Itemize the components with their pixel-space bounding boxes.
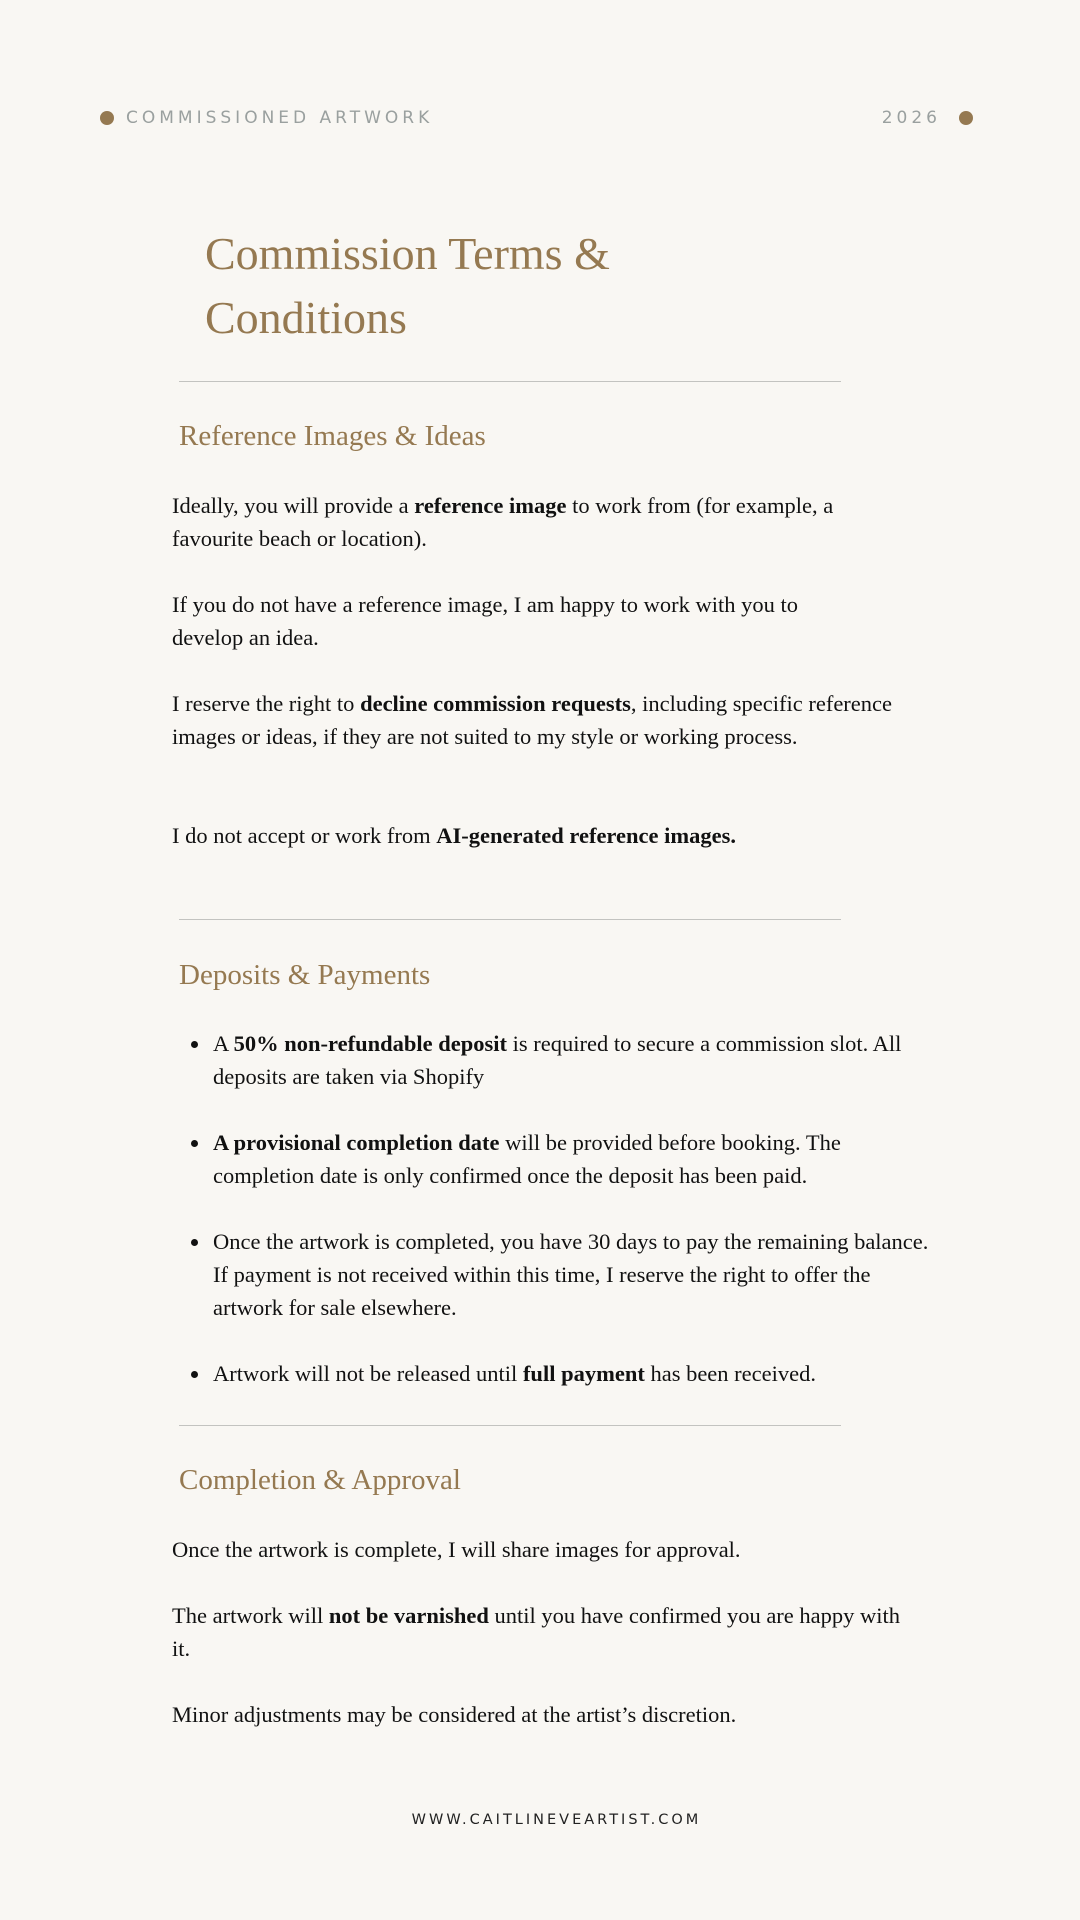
section-heading-completion: Completion & Approval bbox=[179, 1464, 461, 1496]
header-label: COMMISSIONED ARTWORK bbox=[126, 108, 434, 128]
bullet-dot-icon bbox=[100, 111, 114, 125]
header-year: 2026 bbox=[881, 108, 941, 128]
list-item: A 50% non-refundable deposit is required to secure a commission slot. All deposits are taken via Shopify bbox=[172, 1027, 972, 1093]
divider bbox=[179, 919, 841, 920]
page-title: Commission Terms & Conditions bbox=[205, 228, 610, 343]
footer-website: WWW.CAITLINEVEARTIST.COM bbox=[411, 1812, 702, 1828]
bullet-dot-icon bbox=[959, 111, 973, 125]
divider bbox=[179, 381, 841, 382]
completion-paragraph-1: Once the artwork is complete, I will share images for approval. bbox=[172, 1537, 741, 1562]
header-bar bbox=[100, 106, 973, 130]
reference-paragraph-4: I do not accept or work from AI-generated reference images. bbox=[172, 823, 736, 848]
list-item: Artwork will not be released until full payment has been received. bbox=[172, 1357, 972, 1390]
reference-paragraph-3: I reserve the right to decline commission requests, including specific reference images or ideas, if they are not suited to my style or working process. bbox=[172, 691, 893, 749]
list-item: Once the artwork is completed, you have 30 days to pay the remaining balance. If payment is not received within this time, I reserve the right to offer the artwork for sale elsewhere. bbox=[172, 1225, 943, 1324]
section-heading-reference: Reference Images & Ideas bbox=[179, 420, 486, 452]
completion-paragraph-3: Minor adjustments may be considered at the artist’s discretion. bbox=[172, 1702, 737, 1727]
divider bbox=[179, 1425, 841, 1426]
completion-paragraph-2: The artwork will not be varnished until you have confirmed you are happy with it. bbox=[172, 1603, 901, 1661]
reference-paragraph-1: Ideally, you will provide a reference image to work from (for example, a favourite beach or location). bbox=[172, 493, 834, 551]
deposits-list bbox=[172, 1027, 972, 1423]
section-heading-deposits: Deposits & Payments bbox=[179, 959, 431, 991]
reference-paragraph-2: If you do not have a reference image, I am happy to work with you to develop an idea. bbox=[172, 592, 799, 650]
list-item: A provisional completion date will be provided before booking. The completion date is only confirmed once the deposit has been paid. bbox=[172, 1126, 933, 1192]
